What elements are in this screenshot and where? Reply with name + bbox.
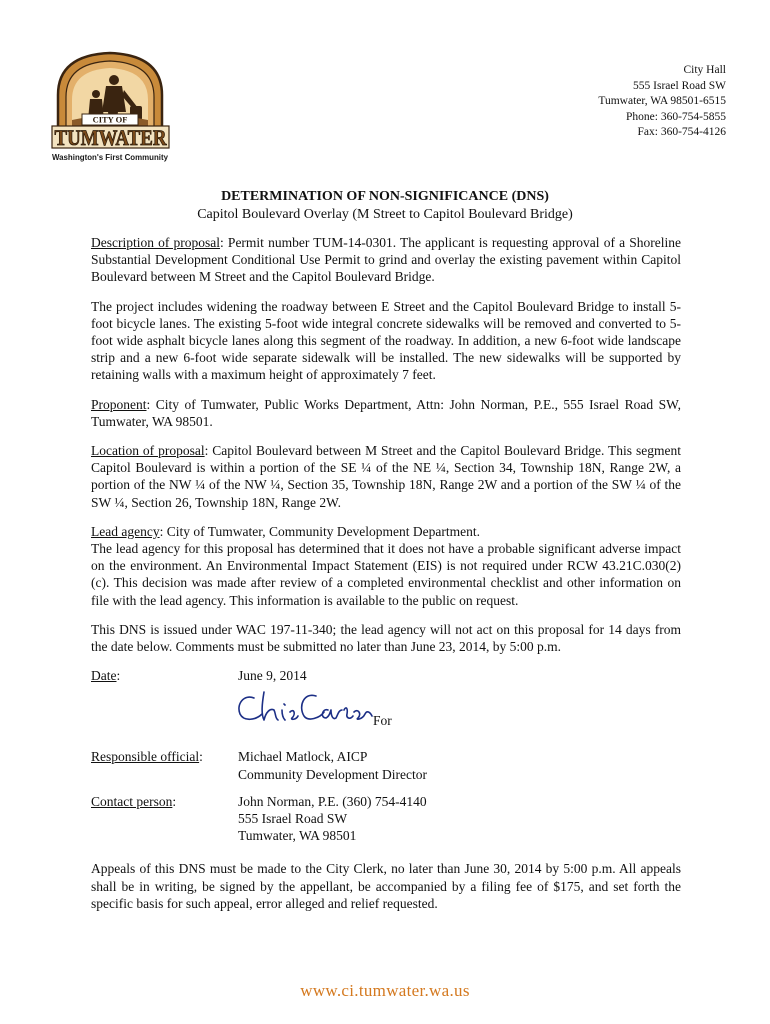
- document-title: DETERMINATION OF NON-SIGNIFICANCE (DNS): [221, 189, 549, 204]
- fax-line: Fax: 360-754-4126: [637, 126, 726, 139]
- date-label: Date: [91, 668, 117, 684]
- location-label: Location of proposal: [91, 443, 205, 459]
- location-paragraph: [91, 442, 681, 511]
- responsible-official-field: Responsible official: Michael Matlock, AICP Community Development Director: [91, 748, 681, 782]
- official-name: Michael Matlock, AICP: [238, 749, 368, 765]
- address-line: Tumwater, WA 98501-6515: [598, 95, 726, 108]
- contact-person-field: Contact person: John Norman, P.E. (360) 754-4140 555 Israel Road SW Tumwater, WA 98501: [91, 793, 681, 845]
- location-text: : Capitol Boulevard between M Street and the Capitol Boulevard Bridge. This segment Capitol Boulevard is within a portion of the SE ¼ of the NE ¼, Section 34, Township 18N, Range 2W, a portion of the NW ¼ of the NW ¼, Section 35, Township 18N, Range 2W and a portion of the SW ¼ of the SW ¼, Section 26, Township 18N, Range 2W.: [91, 443, 681, 510]
- document-heading: [0, 188, 770, 224]
- lead-agency-paragraph: [91, 523, 681, 609]
- signature-area: [91, 684, 681, 736]
- signature-image: [234, 684, 374, 730]
- date-value: June 9, 2014: [238, 668, 307, 684]
- city-of-tumwater-logo: [48, 50, 173, 165]
- phone-line: Phone: 360-754-5855: [626, 110, 726, 123]
- logo-city-of: CITY OF: [92, 114, 128, 125]
- description-text: : Permit number TUM-14-0301. The applicant is requesting approval of a Shoreline Substantial Development Conditional Use Permit to grind and overlay the existing pavement within Capitol Boulevard between M Street and the Capitol Boulevard Bridge.: [91, 235, 681, 285]
- project-paragraph: The project includes widening the roadway between E Street and the Capitol Boulevard Bridge to install 5-foot bicycle lanes. The existing 5-foot wide integral concrete sidewalks will be removed and converted to 5-foot wide asphalt bicycle lanes along this segment of the roadway. In addition, a new 6-foot wide landscape strip and a new 6-foot wide separate sidewalk will be installed. The new sidewalks will be supported by retaining walls with a maximum height of approximately 7 feet.: [91, 298, 681, 383]
- website-link[interactable]: www.ci.tumwater.wa.us: [300, 981, 470, 1000]
- logo-tagline: Washington's First Community: [52, 153, 169, 162]
- date-field: Date: June 9, 2014: [91, 668, 307, 684]
- logo-wordmark: TUMWATER: [54, 125, 168, 150]
- for-label: For: [373, 713, 392, 729]
- description-paragraph: [91, 234, 681, 286]
- proponent-label: Proponent: [91, 396, 147, 412]
- contact-street: 555 Israel Road SW: [238, 811, 348, 827]
- document-body: [91, 234, 681, 924]
- contact-person-label: Contact person: [91, 793, 173, 809]
- proponent-text: : City of Tumwater, Public Works Department, Attn: John Norman, P.E., 555 Israel Road SW, Tumwater, WA 98501.: [91, 396, 681, 429]
- lead-agency-text: : City of Tumwater, Community Development Department.: [159, 523, 481, 539]
- lead-agency-label: Lead agency: [91, 523, 160, 539]
- address-line: 555 Israel Road SW: [633, 79, 726, 92]
- contact-name-phone: John Norman, P.E. (360) 754-4140: [238, 793, 427, 809]
- responsible-official-label: Responsible official: [91, 749, 200, 765]
- determination-text: The lead agency for this proposal has determined that it does not have a probable significant adverse impact on the environment. An Environmental Impact Statement (EIS) is not required under RCW 43.21C.030(2)(c). This decision was made after review of a completed environmental checklist and other information on file with the lead agency. This information is available to the public on request.: [91, 541, 681, 608]
- wac-paragraph: This DNS is issued under WAC 197-11-340; the lead agency will not act on this proposal for 14 days from the date below. Comments must be submitted no later than June 23, 2014, by 5:00 p.m.: [91, 621, 681, 655]
- description-label: Description of proposal: [91, 235, 221, 250]
- appeals-paragraph: Appeals of this DNS must be made to the City Clerk, no later than June 30, 2014 by 5:00 p.m. All appeals shall be in writing, be signed by the appellant, be accompanied by a filing fee of $175, and set forth the specific basis for such appeal, error alleged and relief requested.: [91, 861, 681, 911]
- contact-city: Tumwater, WA 98501: [238, 828, 357, 844]
- address-line: City Hall: [683, 64, 726, 76]
- proponent-paragraph: [91, 396, 681, 430]
- address-block: [598, 63, 726, 141]
- document-subtitle: Capitol Boulevard Overlay (M Street to Capitol Boulevard Bridge): [197, 207, 573, 222]
- official-title: Community Development Director: [238, 766, 427, 782]
